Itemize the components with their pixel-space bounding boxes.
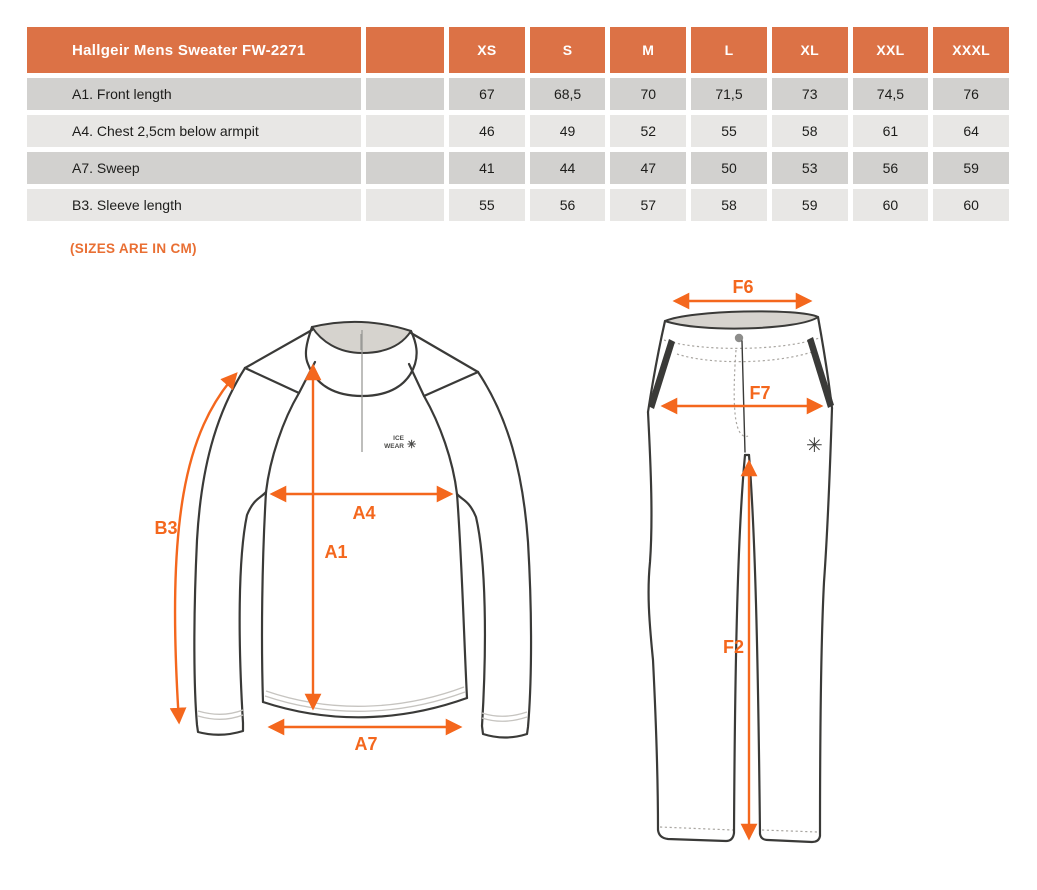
left-leg-outline <box>648 412 745 841</box>
value-cell: 61 <box>853 115 929 147</box>
f2-label: F2 <box>722 637 744 657</box>
value-cell: 76 <box>933 78 1009 110</box>
left-raglan-seam <box>266 393 299 492</box>
right-pocket <box>807 337 834 408</box>
b3-arrow <box>175 374 236 722</box>
body-left-edge <box>262 492 266 702</box>
value-cell: 44 <box>530 152 606 184</box>
value-cell: 55 <box>691 115 767 147</box>
size-header-m: M <box>610 27 686 73</box>
brand-logo <box>384 435 416 451</box>
value-cell: 55 <box>449 189 525 221</box>
value-cell: 46 <box>449 115 525 147</box>
table-header-spacer <box>366 27 444 73</box>
row-label-chest: A4. Chest 2,5cm below armpit <box>27 115 361 147</box>
size-header-l: L <box>691 27 767 73</box>
value-cell: 68,5 <box>530 78 606 110</box>
waistband-stitch <box>677 352 812 362</box>
value-cell: 41 <box>449 152 525 184</box>
body-right-edge <box>457 494 467 698</box>
right-raglan-seam <box>424 396 457 494</box>
size-header-xl: XL <box>772 27 848 73</box>
value-cell: 60 <box>933 189 1009 221</box>
hem-line <box>266 687 464 706</box>
brand-logo-line1: ICE <box>393 435 404 442</box>
row-label-front-length: A1. Front length <box>27 78 361 110</box>
right-shoulder-seam <box>411 333 478 372</box>
value-cell: 57 <box>610 189 686 221</box>
left-cuff-line <box>198 710 243 714</box>
brand-logo-line2: WEAR <box>384 443 404 450</box>
a4-label: A4 <box>352 503 376 523</box>
row-label-sleeve-length: B3. Sleeve length <box>27 189 361 221</box>
value-cell: 56 <box>530 189 606 221</box>
right-cuff-line <box>482 712 527 716</box>
left-shoulder-panel <box>245 362 315 393</box>
value-cell: 58 <box>772 115 848 147</box>
value-cell: 53 <box>772 152 848 184</box>
size-header-xxxl: XXXL <box>933 27 1009 73</box>
left-cuff-line <box>198 715 243 719</box>
value-cell: 47 <box>610 152 686 184</box>
value-cell: 56 <box>853 152 929 184</box>
snowflake-icon: ✳ <box>806 435 823 457</box>
left-pocket <box>648 339 675 409</box>
left-hem-stitch <box>660 827 733 830</box>
a1-label: A1 <box>324 542 348 562</box>
measurement-diagrams <box>0 270 1037 890</box>
size-chart-table <box>27 27 1009 221</box>
row-spacer <box>366 189 444 221</box>
sweater-drawing <box>154 322 531 754</box>
f6-label: F6 <box>732 277 754 297</box>
value-cell: 64 <box>933 115 1009 147</box>
row-spacer <box>366 78 444 110</box>
a7-label: A7 <box>354 734 378 754</box>
value-cell: 67 <box>449 78 525 110</box>
value-cell: 58 <box>691 189 767 221</box>
value-cell: 70 <box>610 78 686 110</box>
right-sleeve-outline <box>457 372 531 738</box>
b3-label: B3 <box>154 518 178 538</box>
value-cell: 52 <box>610 115 686 147</box>
left-shoulder-seam <box>245 330 312 368</box>
right-hem-stitch <box>762 830 818 832</box>
table-title: Hallgeir Mens Sweater FW-2271 <box>27 27 361 73</box>
value-cell: 50 <box>691 152 767 184</box>
right-shoulder-panel <box>409 364 478 396</box>
f7-label: F7 <box>749 383 771 403</box>
value-cell: 74,5 <box>853 78 929 110</box>
row-spacer <box>366 152 444 184</box>
size-header-xs: XS <box>449 27 525 73</box>
value-cell: 49 <box>530 115 606 147</box>
value-cell: 71,5 <box>691 78 767 110</box>
value-cell: 59 <box>772 189 848 221</box>
value-cell: 73 <box>772 78 848 110</box>
snowflake-icon: ✳ <box>407 439 417 451</box>
right-leg-outline <box>749 408 832 842</box>
pants-drawing <box>648 277 834 842</box>
fly-stitch <box>734 350 748 437</box>
value-cell: 60 <box>853 189 929 221</box>
size-header-xxl: XXL <box>853 27 929 73</box>
waistband-inside <box>665 311 818 328</box>
row-spacer <box>366 115 444 147</box>
size-header-s: S <box>530 27 606 73</box>
right-cuff-line <box>482 717 527 721</box>
value-cell: 59 <box>933 152 1009 184</box>
row-label-sweep: A7. Sweep <box>27 152 361 184</box>
units-note: (SIZES ARE IN CM) <box>70 241 197 256</box>
